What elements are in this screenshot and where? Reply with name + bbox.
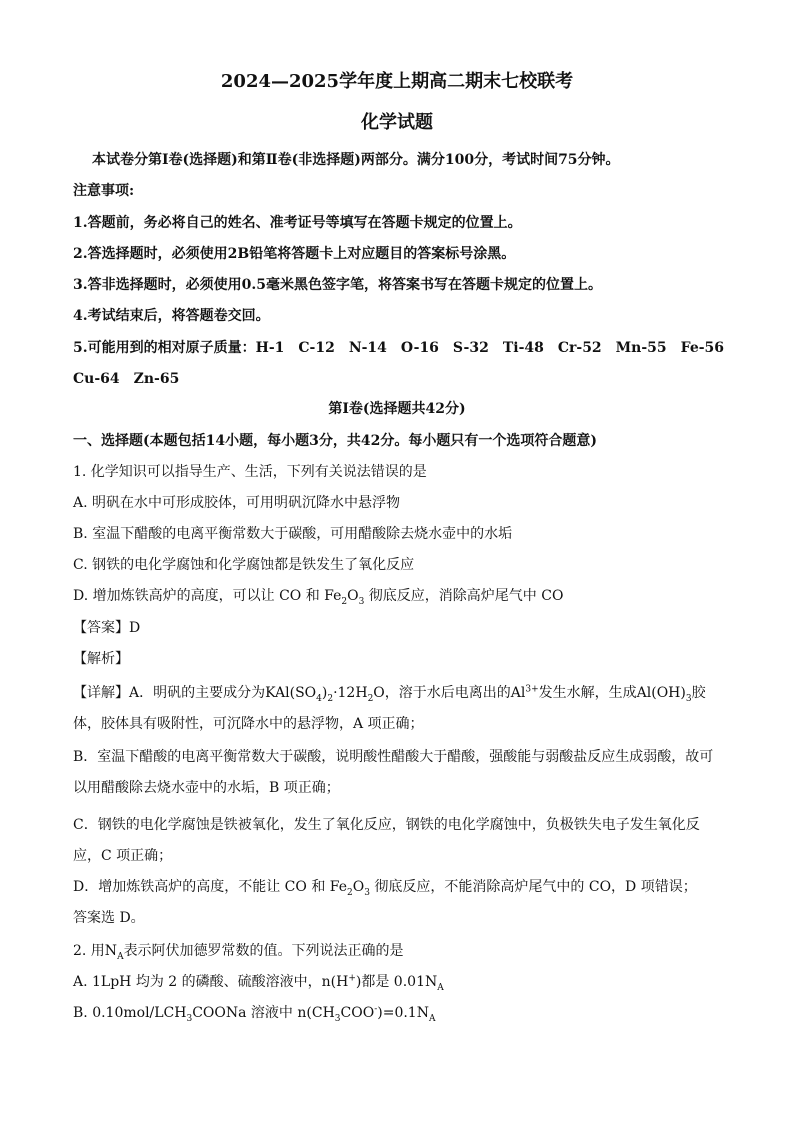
note-item: 4.考试结束后，将答题卷交回。 [73, 308, 270, 324]
option-d-text: O [347, 588, 359, 604]
option-a: A. 1LpH 均为 2 的磷酸、硫酸溶液中，n(H+)都是 $0.01N_A$ [73, 973, 444, 993]
detail-a: 【详解】A．明矾的主要成分为$KAl(SO_4)_2\cdot 12H_2O$，溶于水后电离出的$Al^{3+}$发生水解，生成$Al(OH)_3$胶 [73, 684, 706, 704]
option-a-text: A. 1LpH 均为 2 的磷酸、硫酸溶液中，n(H [73, 974, 349, 990]
note-item: Cu-64 Zn-65 [73, 371, 180, 387]
hydroxide-formula: $Al(OH)_3$ [636, 685, 692, 704]
stem-text: 2. 用N [73, 943, 118, 959]
detail-c: C．钢铁的电化学腐蚀是铁被氧化，发生了氧化反应，钢铁的电化学腐蚀中，负极铁失电子发生氧化反 [73, 817, 700, 833]
detail-text: 【详解】A．明矾的主要成分为 [73, 685, 266, 701]
option-b-text: B. 0.10mol/LCH [73, 1005, 187, 1021]
note-item: 2.答选择题时，必须使用2B铅笔将答题卡上对应题目的答案标号涂黑。 [73, 246, 516, 262]
detail-text: 发生水解，生成 [538, 685, 637, 701]
option-b-text: COO [340, 1005, 375, 1021]
option-a: A. 明矾在水中可形成胶体，可用明矾沉降水中悬浮物 [73, 495, 401, 511]
option-b-text: COONa 溶液中 n(CH [192, 1005, 335, 1021]
option-d-text: 彻底反应，消除高炉尾气中 CO [364, 588, 564, 604]
conclusion: 答案选 D。 [73, 910, 145, 926]
exam-title: 2024—2025学年度上期高二期末七校联考 [220, 71, 574, 92]
detail-text: ，溶于水后电离出的Al [384, 685, 526, 701]
option-b: B. $0.10mol/LCH_3COONa$ 溶液中 $n(CH_3COO^-)=0.1N_A$ [73, 1004, 436, 1024]
detail-text: O [352, 879, 365, 895]
answer-label: 【答案】D [73, 620, 141, 636]
option-d: D. 增加炼铁高炉的高度，可以让 CO 和 $Fe_2O_3$ 彻底反应，消除高炉尾气中 CO [73, 588, 564, 607]
note-item: 3.答非选择题时，必须使用0.5毫米黑色签字笔，将答案书写在答题卡规定的位置上。 [73, 277, 602, 293]
option-a-text: )都是 0.01N [355, 974, 438, 990]
detail-b: B．室温下醋酸的电离平衡常数大于碳酸，说明酸性醋酸大于醋酸，强酸能与弱酸盐反应生成弱酸，故可 [73, 749, 714, 765]
question-stem: 1. 化学知识可以指导生产、生活，下列有关说法错误的是 [73, 464, 427, 480]
notes-heading: 注意事项: [73, 183, 135, 199]
option-b: B. 室温下醋酸的电离平衡常数大于碳酸，可用醋酸除去烧水壶中的水垢 [73, 526, 513, 542]
note-item: 5.可能用到的相对原子质量：H-1 C-12 N-14 O-16 S-32 Ti-48 Cr-52 Mn-55 Fe-56 [73, 340, 725, 356]
detail-text: D．增加炼铁高炉的高度，不能让 CO 和 Fe [73, 879, 347, 895]
question-stem: 2. 用$N_A$表示阿伏加德罗常数的值。下列说法正确的是 [73, 943, 404, 962]
section-instruction: 一、选择题(本题包括14小题，每小题3分，共42分。每小题只有一个选项符合题意) [73, 433, 597, 449]
note-item: 1.答题前，务必将自己的姓名、准考证号等填写在答题卡规定的位置上。 [73, 215, 522, 231]
option-c: C. 钢铁的电化学腐蚀和化学腐蚀都是铁发生了氧化反应 [73, 557, 415, 573]
alum-formula: $KAl(SO_4)_2\cdot 12H_2O$ [265, 685, 385, 704]
detail-text: 彻底反应，不能消除高炉尾气中的 CO，D 项错误； [369, 879, 697, 895]
detail-c-cont: 应，C 项正确； [73, 848, 173, 864]
exam-subject: 化学试题 [361, 112, 433, 133]
detail-text: 胶 [691, 685, 706, 701]
section-title: 第Ⅰ卷(选择题共42分) [328, 401, 466, 417]
detail-a-cont: 体，胶体具有吸附性，可沉降水中的悬浮物，A 项正确； [73, 716, 424, 732]
stem-text: 表示阿伏加德罗常数的值。下列说法正确的是 [123, 943, 404, 959]
analysis-label: 【解析】 [73, 651, 129, 667]
intro-text: 本试卷分第Ⅰ卷(选择题)和第Ⅱ卷(非选择题)两部分。满分100分，考试时间75分钟。 [92, 152, 620, 168]
detail-d: D．增加炼铁高炉的高度，不能让 CO 和 $Fe_2O_3$ 彻底反应，不能消除高炉尾气中的 CO，D 项错误； [73, 879, 697, 898]
option-b-text: )=0.1N [377, 1005, 429, 1021]
option-d-text: D. 增加炼铁高炉的高度，可以让 CO 和 Fe [73, 588, 342, 604]
detail-b-cont: 以用醋酸除去烧水壶中的水垢，B 项正确； [73, 780, 340, 796]
